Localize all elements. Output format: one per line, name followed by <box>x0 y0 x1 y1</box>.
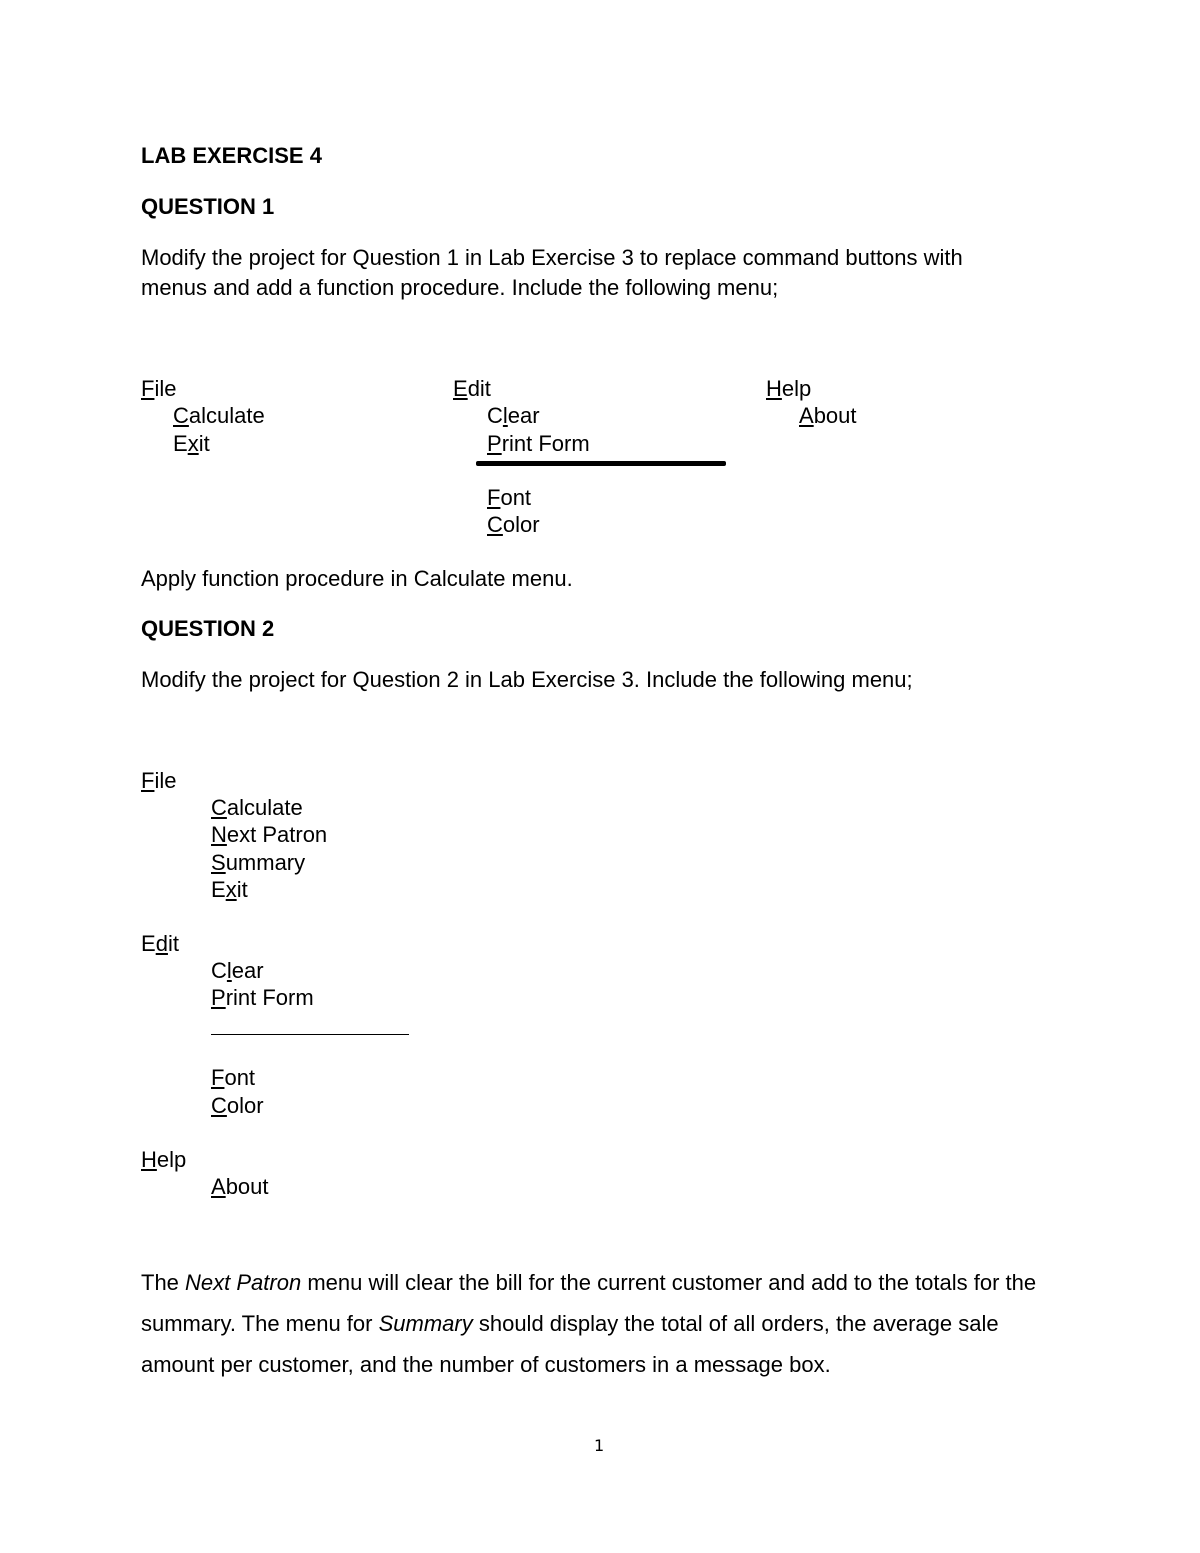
q1-intro-line2: menus and add a function procedure. Include the following menu; <box>141 275 779 300</box>
q2-menu-item-next-patron: Next Patron <box>211 822 328 847</box>
q2-intro: Modify the project for Question 2 in Lab Exercise 3. Include the following menu; <box>141 667 913 692</box>
q2-menu-file: File <box>141 768 177 793</box>
q1-menu-help: Help <box>766 376 812 401</box>
q2-menu-item-print-form: Print Form <box>211 985 314 1010</box>
doc-title: LAB EXERCISE 4 <box>141 143 322 168</box>
q1-menu-item-clear: Clear <box>487 403 540 428</box>
q1-menu-item-about: About <box>799 403 857 428</box>
q2-menu-item-calculate: Calculate <box>211 795 303 820</box>
q2-menu-item-about: About <box>211 1174 269 1199</box>
q1-menu-file: File <box>141 376 177 401</box>
q1-menu-item-color: Color <box>487 512 540 537</box>
q1-heading: QUESTION 1 <box>141 194 275 219</box>
q2-heading: QUESTION 2 <box>141 616 275 641</box>
q1-outro: Apply function procedure in Calculate menu. <box>141 566 573 591</box>
q2-menu-item-color: Color <box>211 1093 264 1118</box>
q2-menu-item-exit: Exit <box>211 877 248 902</box>
q1-intro-line1: Modify the project for Question 1 in Lab Exercise 3 to replace command buttons with <box>141 245 963 270</box>
q1-menu-item-font: Font <box>487 485 532 510</box>
page-number: 1 <box>594 1436 605 1455</box>
q1-menu-edit: Edit <box>453 376 491 401</box>
q1-menu-separator <box>476 461 726 466</box>
q2-menu-help: Help <box>141 1147 187 1172</box>
q1-menu-item-print-form: Print Form <box>487 431 590 456</box>
q2-menu-item-clear: Clear <box>211 958 264 983</box>
q2-closing-paragraph <box>141 1262 1041 1385</box>
q2-menu-item-summary: Summary <box>211 850 306 875</box>
q2-closing-text: The Next Patron menu will clear the bill for the current customer and add to the totals for the summary. The menu for Summary should display the total of all orders, the average sale amount per customer, and the number of customers in a message box. <box>141 1270 1037 1377</box>
q1-menu-item-exit: Exit <box>173 431 210 456</box>
q2-menu-item-font: Font <box>211 1065 256 1090</box>
q2-menu-separator <box>211 1034 409 1035</box>
q1-menu-item-calculate: Calculate <box>173 403 265 428</box>
q2-menu-edit: Edit <box>141 931 179 956</box>
